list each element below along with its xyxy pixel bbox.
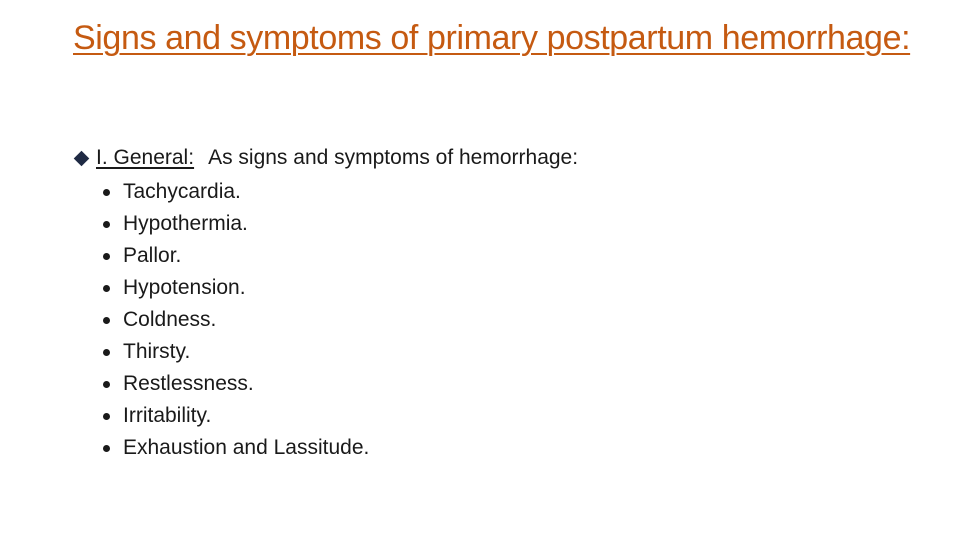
section-description: As signs and symptoms of hemorrhage: bbox=[208, 146, 579, 169]
bullet-dot-icon bbox=[103, 445, 110, 452]
bullet-dot-icon bbox=[103, 189, 110, 196]
bullet-dot-icon bbox=[103, 349, 110, 356]
list-item-text: Hypotension. bbox=[123, 276, 246, 299]
bullet-dot-icon bbox=[103, 381, 110, 388]
diamond-bullet-icon bbox=[74, 150, 90, 166]
bullet-dot-icon bbox=[103, 253, 110, 260]
list-item-text: Exhaustion and Lassitude. bbox=[123, 436, 370, 459]
symptom-list bbox=[73, 176, 873, 464]
list-item-text: Restlessness. bbox=[123, 372, 254, 395]
bullet-dot-icon bbox=[103, 413, 110, 420]
list-item-text: Thirsty. bbox=[123, 340, 191, 363]
slide-title: Signs and symptoms of primary postpartum hemorrhage: bbox=[73, 19, 911, 57]
bullet-dot-icon bbox=[103, 317, 110, 324]
list-item bbox=[103, 304, 873, 336]
list-item bbox=[103, 272, 873, 304]
list-item bbox=[103, 432, 873, 464]
list-item bbox=[103, 208, 873, 240]
list-item bbox=[103, 400, 873, 432]
bullet-dot-icon bbox=[103, 285, 110, 292]
list-item-text: Hypothermia. bbox=[123, 212, 248, 235]
list-item bbox=[103, 240, 873, 272]
list-item bbox=[103, 336, 873, 368]
list-item-text: Pallor. bbox=[123, 244, 182, 267]
bullet-dot-icon bbox=[103, 221, 110, 228]
section-label: I. General: bbox=[96, 146, 195, 169]
list-item bbox=[103, 176, 873, 208]
section-heading bbox=[73, 143, 873, 173]
list-item-text: Irritability. bbox=[123, 404, 212, 427]
list-item-text: Tachycardia. bbox=[123, 180, 241, 203]
list-item-text: Coldness. bbox=[123, 308, 217, 331]
general-section bbox=[73, 143, 873, 464]
list-item bbox=[103, 368, 873, 400]
